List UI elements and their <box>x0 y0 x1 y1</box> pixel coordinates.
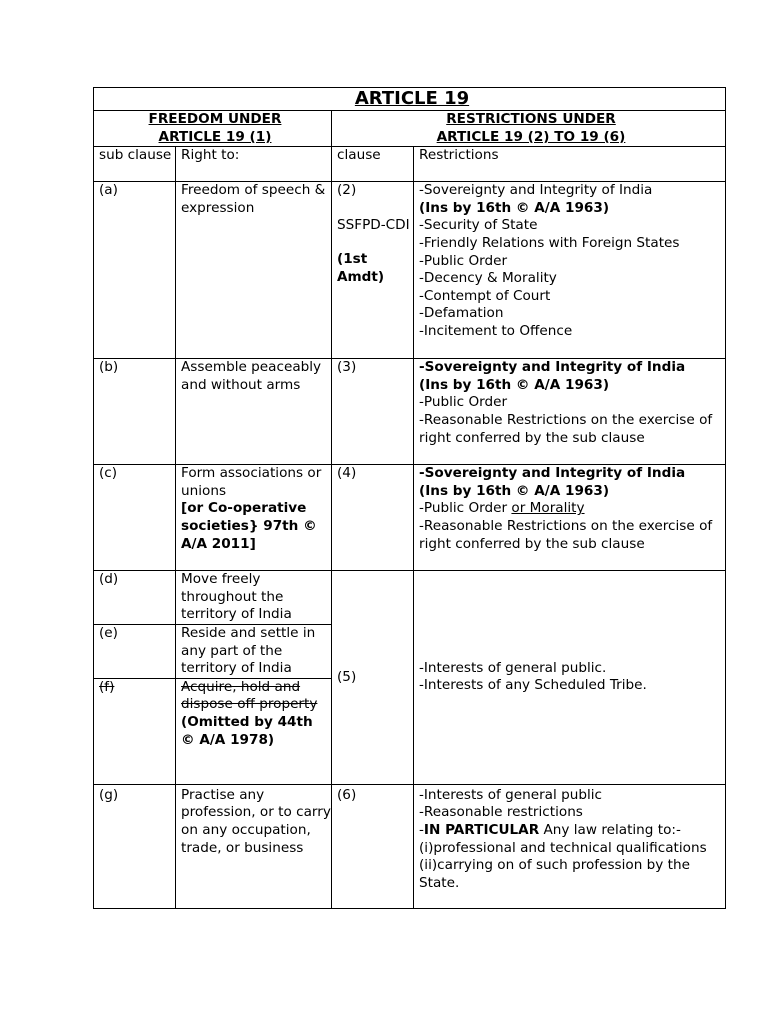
right-c-amendment: [or Co-operative societies} 97th © A/A 2011] <box>181 500 317 552</box>
restrictions-b <box>414 359 726 465</box>
table-row <box>94 571 726 625</box>
header-freedom-line2: ARTICLE 19 (1) <box>158 128 272 145</box>
right-c <box>176 465 332 571</box>
right-f <box>176 678 332 784</box>
table-row <box>94 784 726 908</box>
restriction-item: -Interests of any Scheduled Tribe. <box>419 677 647 694</box>
sub-clause-d: (d) <box>94 571 176 625</box>
sub-clause-b: (b) <box>94 359 176 465</box>
right-b: Assemble peaceably and without arms <box>176 359 332 465</box>
restriction-note: (Ins by 16th © A/A 1963) <box>419 482 610 499</box>
header-freedom-line1: FREEDOM UNDER <box>148 111 282 127</box>
article-19-document <box>93 87 725 909</box>
restriction-in-particular: IN PARTICULAR <box>423 821 540 838</box>
restriction-item: -Incitement to Offence <box>419 322 573 339</box>
restriction-item: -Reasonable restrictions <box>419 804 583 821</box>
article-19-table <box>93 87 726 909</box>
table-title: ARTICLE 19 <box>94 88 726 111</box>
restriction-item: -Security of State <box>419 217 538 234</box>
right-f-omitted-note: (Omitted by 44th © A/A 1978) <box>181 713 313 748</box>
clause-2-mnemonic: SSFPD-CDI <box>337 216 410 233</box>
restriction-item: -Sovereignty and Integrity of India <box>419 182 653 199</box>
restriction-item: -Contempt of Court <box>419 287 551 304</box>
clause-2-number: (2) <box>337 182 357 199</box>
clause-4: (4) <box>332 465 414 571</box>
column-header-clause: clause <box>332 147 414 182</box>
restriction-item: -Interests of general public <box>419 786 603 803</box>
clause-6: (6) <box>332 784 414 908</box>
right-e: Reside and settle in any part of the territory of India <box>176 624 332 678</box>
right-d: Move freely throughout the territory of India <box>176 571 332 625</box>
sub-clause-e: (e) <box>94 624 176 678</box>
restriction-item: -Public Order <box>419 252 508 269</box>
clause-2-amendment: (1st Amdt) <box>337 251 385 285</box>
restriction-item: -Interests of general public. <box>419 659 607 676</box>
restriction-item: (ii)carrying on of such profession by the State. <box>419 857 690 891</box>
right-g: Practise any profession, or to carry on any occupation, trade, or business <box>176 784 332 908</box>
sub-clause-a: (a) <box>94 182 176 359</box>
table-row <box>94 465 726 571</box>
restriction-note: (Ins by 16th © A/A 1963) <box>419 376 610 393</box>
restriction-item: -Reasonable Restrictions on the exercise of right conferred by the sub clause <box>419 411 713 446</box>
restriction-any-law: Any law relating to:- <box>539 821 681 838</box>
sub-clause-g: (g) <box>94 784 176 908</box>
restriction-item: -Reasonable Restrictions on the exercise of right conferred by the sub clause <box>419 517 713 552</box>
restriction-item: -Sovereignty and Integrity of India <box>419 359 686 376</box>
table-row <box>94 182 726 359</box>
restriction-item: -Friendly Relations with Foreign States <box>419 234 680 251</box>
restrictions-g <box>414 784 726 908</box>
restrictions-a <box>414 182 726 359</box>
restriction-or-morality: or Morality <box>511 500 585 517</box>
sub-clause-f: (f) <box>94 678 176 784</box>
clause-5: (5) <box>332 571 414 785</box>
restriction-item <box>419 500 725 518</box>
restriction-item: (i)professional and technical qualifications <box>419 839 707 856</box>
restriction-item: -Defamation <box>419 305 504 322</box>
restriction-item: -Public Order <box>419 394 508 411</box>
clause-3: (3) <box>332 359 414 465</box>
restrictions-c <box>414 465 726 571</box>
right-c-text: Form associations or unions <box>181 465 322 499</box>
restriction-dash: - <box>419 821 424 838</box>
column-header-sub-clause: sub clause <box>94 147 176 182</box>
restrictions-def <box>414 571 726 785</box>
restriction-item: -Sovereignty and Integrity of India <box>419 465 686 482</box>
column-header-restrictions: Restrictions <box>414 147 726 182</box>
right-a: Freedom of speech & expression <box>176 182 332 359</box>
column-header-right-to: Right to: <box>176 147 332 182</box>
restriction-note: (Ins by 16th © A/A 1963) <box>419 199 610 216</box>
sub-clause-c: (c) <box>94 465 176 571</box>
right-f-text-struck: Acquire, hold and dispose off property <box>181 678 318 713</box>
restriction-item: -Decency & Morality <box>419 270 557 287</box>
restriction-public-order: -Public Order <box>419 500 512 517</box>
table-row <box>94 359 726 465</box>
header-restrictions <box>332 111 726 147</box>
restriction-item <box>419 822 725 840</box>
header-restrictions-line1: RESTRICTIONS UNDER <box>446 111 616 127</box>
header-freedom <box>94 111 332 147</box>
header-restrictions-line2: ARTICLE 19 (2) TO 19 (6) <box>436 128 626 145</box>
clause-2 <box>332 182 414 359</box>
